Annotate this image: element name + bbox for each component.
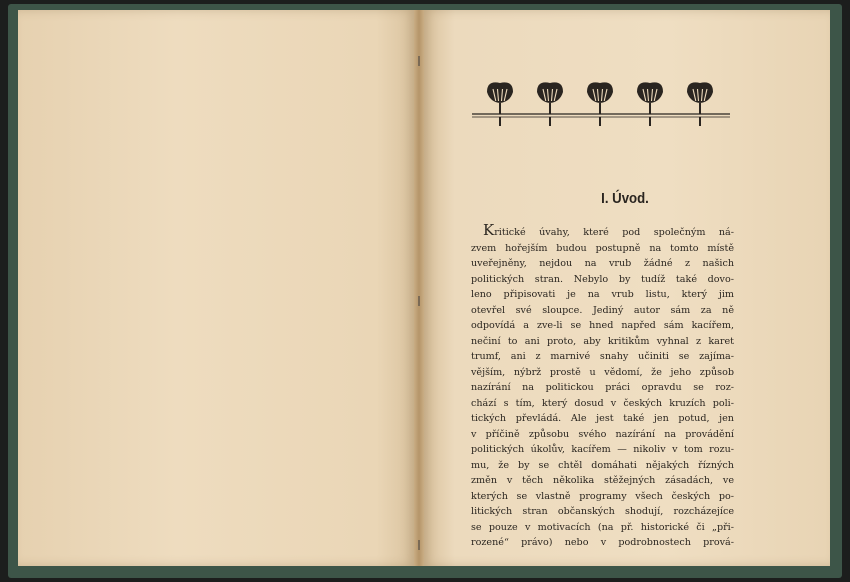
text-line: tických převládá. Ale jest také jen potud, jen	[471, 413, 734, 424]
text-line: v příčině způsobu svého nazírání na provádění	[471, 428, 734, 440]
text-line: se pouze v motivacích (na př. historické či „při-	[471, 521, 734, 533]
text-line: trumf, ani z marnivé snahy učiniti se zajíma-	[471, 351, 734, 362]
text-line: litických stran občanských shodují, rozcházejíce	[471, 506, 734, 517]
chapter-title: I. Úvod.	[601, 190, 649, 207]
book-gutter	[414, 10, 424, 566]
flower-icon	[537, 82, 563, 126]
binding-stitch	[418, 56, 420, 66]
flower-icon	[687, 82, 713, 126]
text-line: politických úkolův, kacířem — nikoliv v tom rozu-	[471, 444, 734, 455]
text-line: kterých se vlastně programy všech českých po-	[471, 490, 734, 502]
text-line: uveřejněny, nejdou na vrub žádné z našich	[471, 258, 734, 269]
text-line: nazírání na politickou práci opravdu se roz-	[471, 382, 734, 393]
text-line: otevřel své sloupce. Jediný autor sám za ně	[471, 304, 734, 316]
binding-stitch	[418, 540, 420, 550]
flower-ornament-band	[470, 82, 732, 132]
text-line: změn v těch několika stěžejných zásadách, ve	[471, 475, 734, 486]
flower-icon	[637, 82, 663, 126]
text-line-rest: ritické úvahy, které pod společným ná-	[494, 227, 734, 238]
flower-icon	[587, 82, 613, 126]
left-page	[18, 10, 416, 566]
flower-icon	[487, 82, 513, 126]
text-line: nečiní to ani proto, aby kritikům vyhnal z karet	[471, 335, 734, 347]
text-line: politických stran. Nebylo by tudíž také dovo-	[471, 273, 734, 285]
text-line: chází s tím, který dosud v českých kruzích poli-	[471, 397, 734, 409]
body-text	[471, 223, 734, 551]
text-line: zvem hořejším budou postupně na tomto místě	[471, 242, 734, 254]
binding-stitch	[418, 296, 420, 306]
text-line: mu, že by se chtěl domáhati nějakých řízných	[471, 459, 734, 471]
text-line: rozené“ právo) nebo v podrobnostech prová-	[471, 537, 734, 548]
text-line: odpovídá a zve-li se hned napřed sám kacířem,	[471, 320, 734, 331]
text-line	[471, 223, 734, 241]
text-line: vějším, nýbrž prostě u vědomí, že jeho způsob	[471, 366, 734, 378]
first-letter: K	[483, 223, 495, 239]
text-line: leno připisovati je na vrub listu, který jim	[471, 289, 734, 300]
